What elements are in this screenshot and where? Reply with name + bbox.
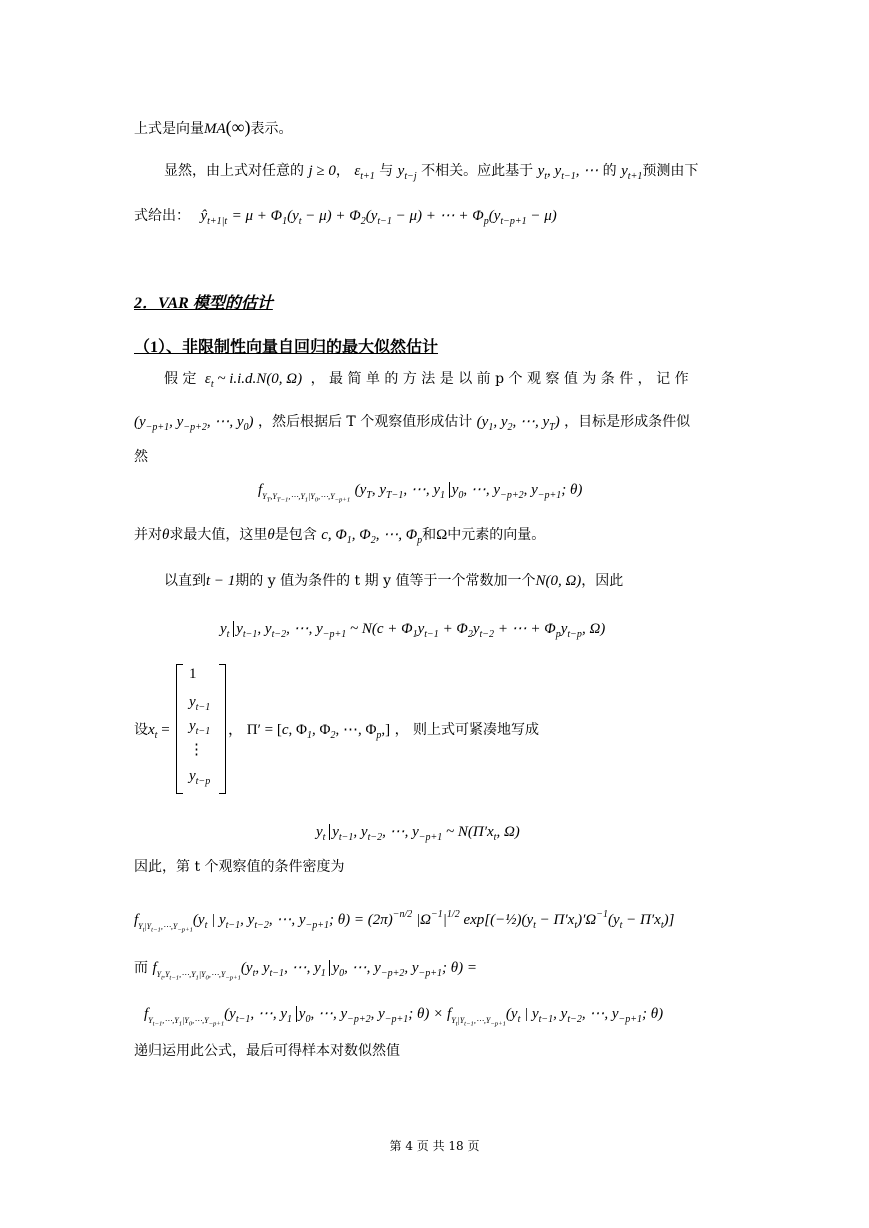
text: 期的 y 值为条件的 t 期 y 值等于一个常数加一个 [235,573,536,589]
formula-distribution: $y_t$ $y_{t-1}$, $y_{t-2}$, ⋯, $y_{-p+1}$ ~ $N(c + \Phi_1y_{t-1} + \Phi_2y_{t-2}$ + ⋯ + $\Phi_py_{t-p}$, Ω) [220,621,606,640]
text: 求最大值，这里 [169,527,268,543]
math: , y [547,163,562,179]
para-cont: 然 [134,449,148,465]
math: MA [204,121,226,137]
text: 不相关。应此基于 [421,163,534,179]
text: 假 定 [164,371,197,387]
para-recursive: 递归运用此公式，最后可得样本对数似然值 [134,1043,400,1059]
text: 预测由下 [642,163,699,179]
math: θ [267,527,275,543]
math: y [397,163,405,179]
text: 表示。 [250,121,293,137]
text: ， 最 简 单 的 方 法 是 以 前 p 个 观 察 值 为 条 件 ， 记 作 [310,371,689,387]
section-heading: 2．VAR 模型的估计 [134,295,273,312]
line-uncorrelated: 显然，由上式对任意的 j ≥ 0， $\varepsilon_{t+1}$ 与 $y_{t-j}$ 不相关。应此基于 $y_t$, $y_{t-1}$, ⋯ 的 $y_{t+1}$预测由下 [164,163,699,182]
subsection-heading: （1）、非限制性向量自回归的最大似然估计 [134,339,439,356]
text: 并对 [134,527,162,543]
eps-formula: $\varepsilon_t$ ~ i.i.d.N(0, Ω) [204,371,303,390]
para-define-x: 设$x_t$ = [134,722,170,741]
text: ，然后根据后 T 个观察值形成估计 [257,414,473,430]
text: 式给出： [134,208,190,224]
math: y [537,163,545,179]
math: , ⋯ [575,163,599,179]
forecast-formula: = $\mu + \Phi_1(y_t - \mu) + \Phi_2(y_{t-1} - \mu)$ + ⋯ + $\Phi_p(y_{t-p+1} - \mu)$ [231,208,557,227]
math: t − 1 [206,573,236,589]
text: ， 则上式可紧凑地写成 [394,722,540,738]
text: 是包含 [274,527,317,543]
text: 和 [422,527,437,543]
text: 的 [602,163,617,179]
text: 上式是向量 [134,121,204,137]
math: ε [354,163,361,179]
para-conditional-y [164,571,623,591]
formula-joint2: $f_{Y_{t-1},\cdots,Y_1|Y_0,\cdots,Y_{-p+1}}(y_{t-1}$, ⋯, $y_1$ $y_0$, ⋯, $y_{-p+2}$, $y_{-p+1}$; $\theta) \times f_{Y_t|Y_{t-1},\cdots,Y_{-p+1}}(y_t$ | $y_{t-1}$, $y_{t-2}$, ⋯, $y_{-p+1}$; θ) [144,1006,664,1028]
math: Ω [436,527,448,543]
formula-density: $f_{Y_t|Y_{t-1},\cdots,Y_{-p+1}}(y_t$ | $y_{t-1}$, $y_{t-2}$, ⋯, $y_{-p+1}$; $\theta) = (2\pi)^{-n/2}$ $|\Omega^{-1}|^{1/2}$ $\exp[(-\frac{1}{2})(y_t - \Pi'x_t)'\Omega^{-1}(y_t - \Pi'x_t)]$ [134,909,675,934]
text: 设 [134,722,148,738]
para-assume [164,369,689,395]
para-pi: ， Π′ = [c, $\Phi_1$, $\Phi_2$, ⋯, $\Phi_p$,] ， 则上式可紧凑地写成 [228,722,540,741]
math: x [148,722,155,738]
formula-joint: 而 $f_{Y_t,Y_{t-1},\cdots,Y_1|Y_0,\cdots,Y_{-p+1}}(y_t$, $y_{t-1}$, ⋯, $y_1$ $y_0$, ⋯, $y_{-p+2}$, $y_{-p+1}$; θ) = [134,960,477,982]
line-forecast: 式给出： $ŷ_{t+1|t} = \mu + \Phi_1(y_t - \mu) + \Phi_2(y_{t-1} - \mu)$ + ⋯ + $\Phi_p(y_{t-p+1} - \mu)$ [134,208,557,227]
math: j ≥ 0 [308,163,336,179]
math-sub: t−j [404,171,417,182]
text: 显然，由上式对任意的 [164,163,304,179]
math-sub: t+1 [360,171,375,182]
formula-conditional: $f_{Y_T,Y_{T-1},\cdots,Y_1|Y_0,\cdots,Y_{-p+1}}$ ($y_T$, $y_{T-1}$, ⋯, $y_1$ $y_0$, ⋯, $y_{-p+2}$, $y_{-p+1}$; θ) [258,482,583,504]
text: 而 [134,960,148,976]
para-density-intro: 因此，第 t 个观察值的条件密度为 [134,859,345,875]
page-footer: 第 4 页 共 18 页 [389,1139,480,1153]
text: ，因此 [581,573,624,589]
text: 与 [379,163,394,179]
sample-seq: ($y_1$, $y_2$, ⋯, $y_T$) [476,414,560,433]
text: 中元素的向量。 [447,527,546,543]
para-condition [134,412,690,438]
para-maximize: 并对θ求最大值，这里θ是包含 c, $\Phi_1$, $\Phi_2$, ⋯, $\Phi_p$和Ω中元素的向量。 [134,527,546,546]
initial-seq: ($y_{-p+1}$, $y_{-p+2}$, ⋯, $y_0$) [134,414,254,433]
text: 以直到 [164,573,206,589]
text: ，目标是形成条件似 [564,414,691,430]
math: N(0, Ω) [535,573,582,589]
text: ， [335,163,350,179]
formula-compact: $y_t$ $y_{t-1}$, $y_{t-2}$, ⋯, $y_{-p+1}$ ~ $N(\Pi'x_t$, Ω) [316,824,520,843]
x-vector-matrix: 1 $y_{t-1}$ $y_{t-1}$ ⋮ $y_{t-p}$ [176,664,226,794]
math: (∞) [225,117,251,137]
line-ma-representation [134,117,293,139]
math: θ [162,527,170,543]
